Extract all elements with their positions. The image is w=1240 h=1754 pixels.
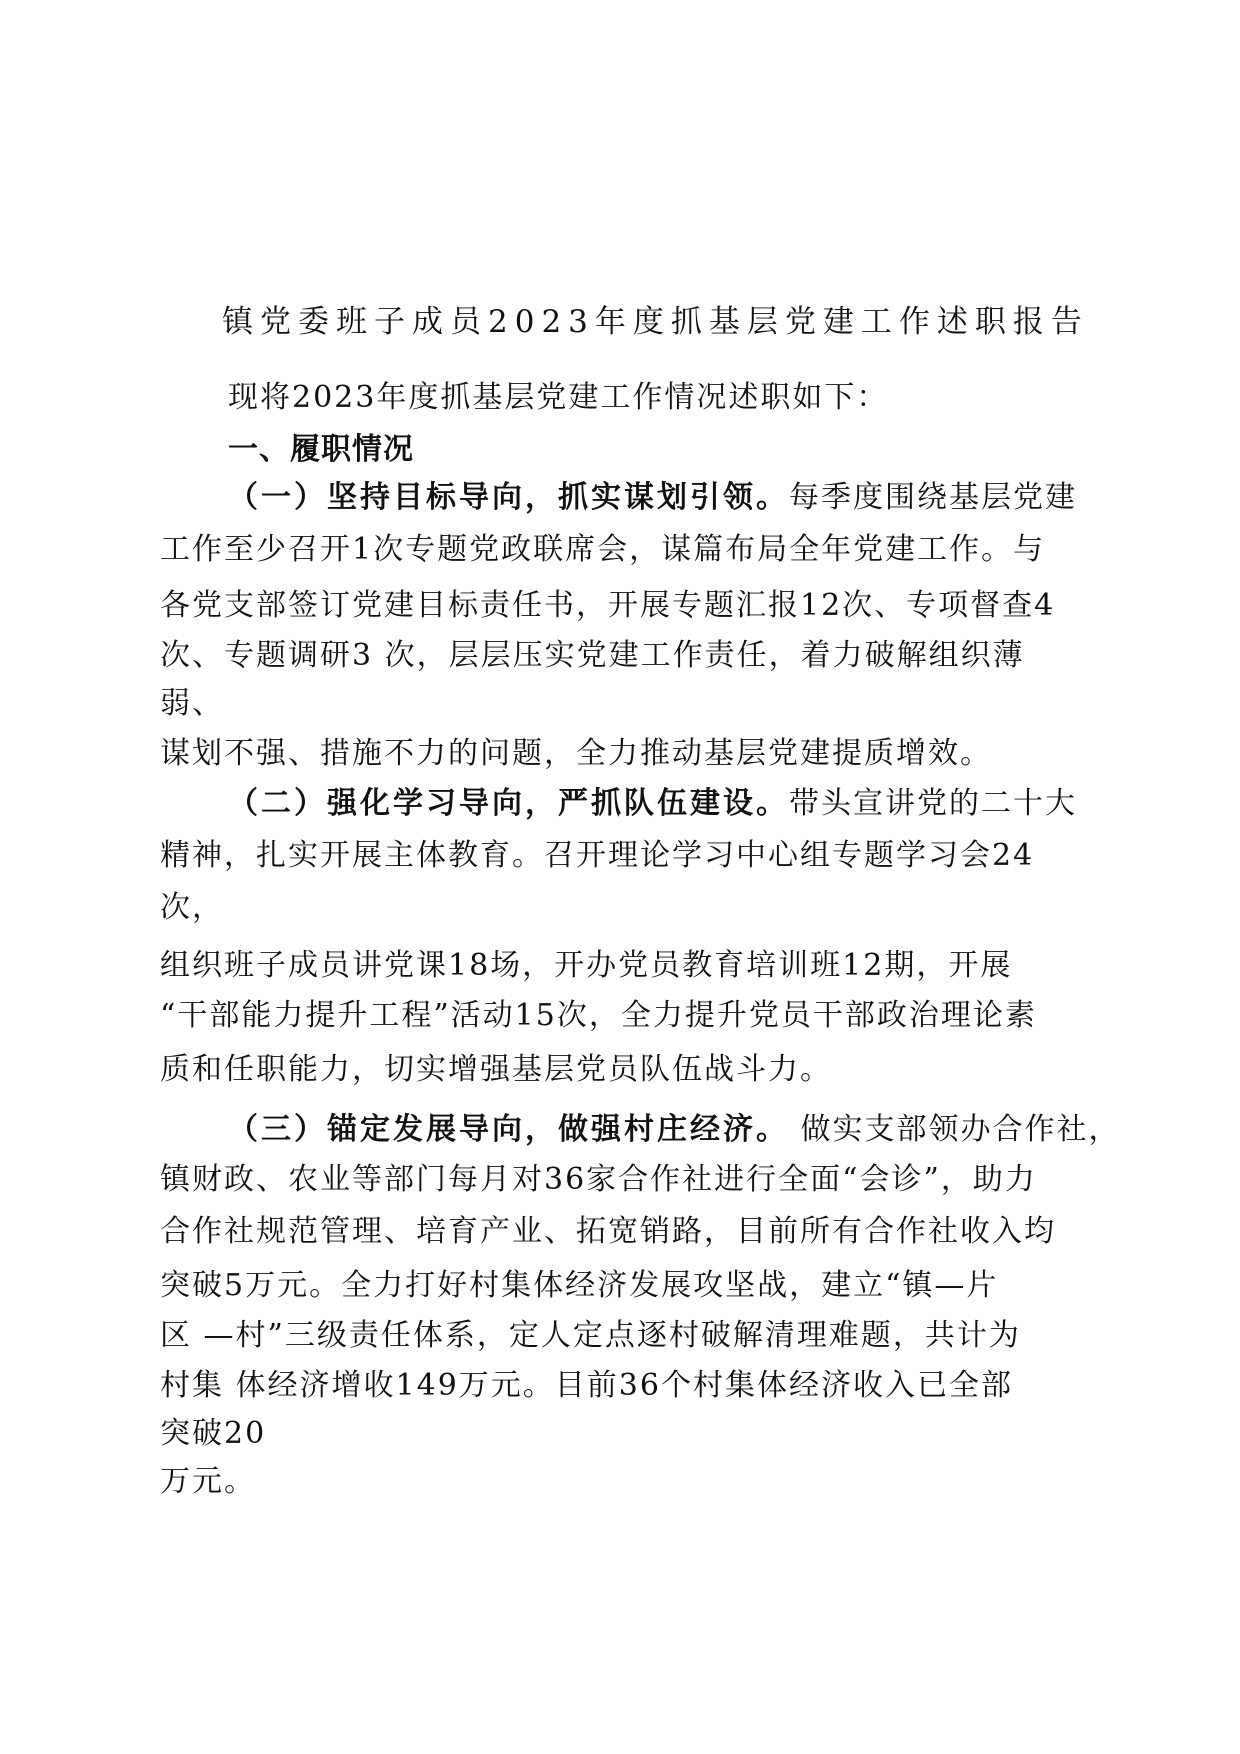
paragraph-3-line: 合作社规范管理、培育产业、拓宽销路，目前所有合作社收入均 xyxy=(160,1214,1056,1249)
paragraph-1-line: 每季度围绕基层党建 xyxy=(789,480,1077,515)
paragraph-3-line: 突破20 xyxy=(160,1416,267,1451)
paragraph-1-line: 弱、 xyxy=(160,686,224,721)
paragraph-1-lead: （一）坚持目标导向，抓实谋划引领。 xyxy=(228,480,789,515)
section-heading: 一、履职情况 xyxy=(228,432,414,467)
paragraph-2-line: 质和任职能力，切实增强基层党员队伍战斗力。 xyxy=(160,1052,832,1087)
paragraph-1-line: 谋划不强、措施不力的问题，全力推动基层党建提质增效。 xyxy=(160,736,992,771)
paragraph-2-lead: （二）强化学习导向，严抓队伍建设。 xyxy=(228,786,789,821)
paragraph-1-line: 各党支部签订党建目标责任书，开展专题汇报12次、专项督查4 xyxy=(160,588,1056,623)
paragraph-2-line: 次， xyxy=(160,890,224,925)
paragraph-3-first-line xyxy=(228,1110,1121,1150)
paragraph-3-line: 突破5万元。全力打好村集体经济发展攻坚战，建立“镇—片 xyxy=(160,1268,999,1303)
paragraph-3-line: 做实支部领办合作社， xyxy=(789,1112,1121,1147)
paragraph-1-first-line xyxy=(228,478,1077,518)
paragraph-3-line: 万元。 xyxy=(160,1464,256,1499)
document-title: 镇党委班子成员2023年度抓基层党建工作述职报告 xyxy=(222,304,1089,340)
paragraph-3-line: 镇财政、农业等部门每月对36家合作社进行全面“会诊”，助力 xyxy=(160,1162,1037,1197)
paragraph-3-line: 村集 体经济增收149万元。目前36个村集体经济收入已全部 xyxy=(160,1368,1013,1403)
paragraph-2-first-line xyxy=(228,784,1077,824)
paragraph-3-line: 区 —村”三级责任体系，定人定点逐村破解清理难题，共计为 xyxy=(160,1318,1021,1353)
paragraph-2-line: 精神，扎实开展主体教育。召开理论学习中心组专题学习会24 xyxy=(160,838,1035,873)
paragraph-3-lead: （三）锚定发展导向，做强村庄经济。 xyxy=(228,1112,789,1147)
paragraph-2-line: “干部能力提升工程”活动15次，全力提升党员干部政治理论素 xyxy=(160,998,1037,1033)
paragraph-1-line: 工作至少召开1次专题党政联席会，谋篇布局全年党建工作。与 xyxy=(160,532,1046,567)
paragraph-1-line: 次、专题调研3 次，层层压实党建工作责任，着力破解组织薄 xyxy=(160,638,1025,673)
paragraph-2-line: 组织班子成员讲党课18场，开办党员教育培训班12期，开展 xyxy=(160,948,1013,983)
paragraph-2-line: 带头宣讲党的二十大 xyxy=(789,786,1077,821)
intro-text: 现将2023年度抓基层党建工作情况述职如下： xyxy=(228,380,889,415)
